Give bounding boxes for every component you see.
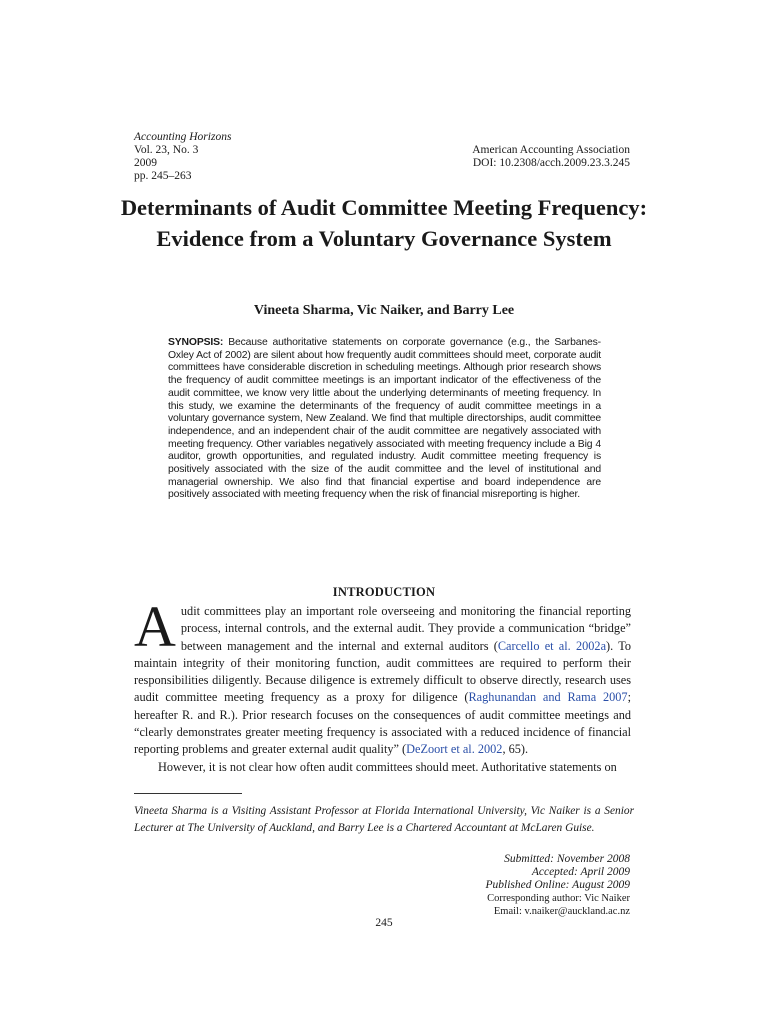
publisher-name: American Accounting Association [472,144,630,156]
footnote-divider [134,793,242,794]
journal-pages: pp. 245–263 [134,170,192,182]
synopsis [168,337,601,502]
intro-text-1c: ; hereafter R. and R.). Prior research focuses on the consequences of audit committee meetings and “clearly demonstrates greater meeting frequency is associated with a reduced incidence of financial reporting problems and greater external audit quality” ( [134,690,631,757]
synopsis-label: SYNOPSIS: [168,337,224,348]
submitted-date: Submitted: November 2008 [504,853,630,865]
journal-header [134,131,231,183]
publisher-header [472,144,630,170]
submission-dates [486,853,631,918]
drop-cap: A [134,594,176,659]
published-date: Published Online: August 2009 [485,879,630,891]
corresponding-author: Corresponding author: Vic Naiker [487,893,630,904]
accepted-date: Accepted: April 2009 [531,866,630,878]
author-affiliation-footnote: Vineeta Sharma is a Visiting Assistant Professor at Florida International University, Vic Naiker is a Senior Lecturer at The University of Auckland, and Barry Lee is a Chartered Accountant at McLaren Guise. [134,805,634,834]
intro-text-1d: , 65). [502,742,529,757]
author-list: Vineeta Sharma, Vic Naiker, and Barry Lee [253,303,515,318]
synopsis-text: Because authoritative statements on corporate governance (e.g., the Sarbanes-Oxley Act of 2002) are silent about how frequently audit committees should meet, corporate audit committees have considerable discretion in scheduling meetings. Although prior research shows the frequency of audit committee meetings is an important indicator of the effectiveness of the audit committee, we know very little about the underlying determinants of meeting frequency. In this study, we examine the determinants of the frequency of audit committee meetings in a voluntary governance system, New Zealand. We find that multiple directorships, audit committee independence, and an independent chair of the audit committee are negatively associated with meeting frequency. Other variables negatively associated with meeting frequency include a Big 4 auditor, growth opportunities, and regulated industry. Audit committee meeting frequency is positively associated with the size of the audit committee and the level of institutional and managerial ownership. We also find that financial expertise and board independence are positively associated with meeting frequency when the risk of financial misreporting is higher. [168,337,601,501]
journal-name: Accounting Horizons [134,131,232,143]
citation-link[interactable]: Carcello et al. 2002a [497,638,607,653]
author-email[interactable]: Email: v.naiker@auckland.ac.nz [493,906,630,917]
citation-link[interactable]: DeZoort et al. 2002 [406,742,503,757]
intro-text-1a: udit committees play an important role overseeing and monitoring the financial reporting process, internal controls, and the external audit. They provide a communication “bridge” between management and the internal and external auditors ( [180,604,631,653]
intro-text-1b: ). To maintain integrity of their monitoring function, audit committees are required to perform their responsibilities diligently. Because diligence is extremely difficult to observe directly, research uses audit committee meeting frequency as a proxy for diligence ( [134,638,631,705]
paper-title: Determinants of Audit Committee Meeting Frequency: Evidence from a Voluntary Governance System [120,195,648,251]
doi: DOI: 10.2308/acch.2009.23.3.245 [472,157,630,169]
intro-paragraph-1 [134,594,631,759]
introduction-body [134,594,631,776]
journal-volume: Vol. 23, No. 3 [134,144,199,156]
page-number: 245 [375,917,393,929]
citation-link[interactable]: Raghunandan and Rama 2007 [468,690,628,705]
intro-paragraph-2: However, it is not clear how often audit committees should meet. Authoritative statements on [158,759,617,774]
introduction-heading: INTRODUCTION [332,585,436,599]
journal-year: 2009 [134,157,157,169]
